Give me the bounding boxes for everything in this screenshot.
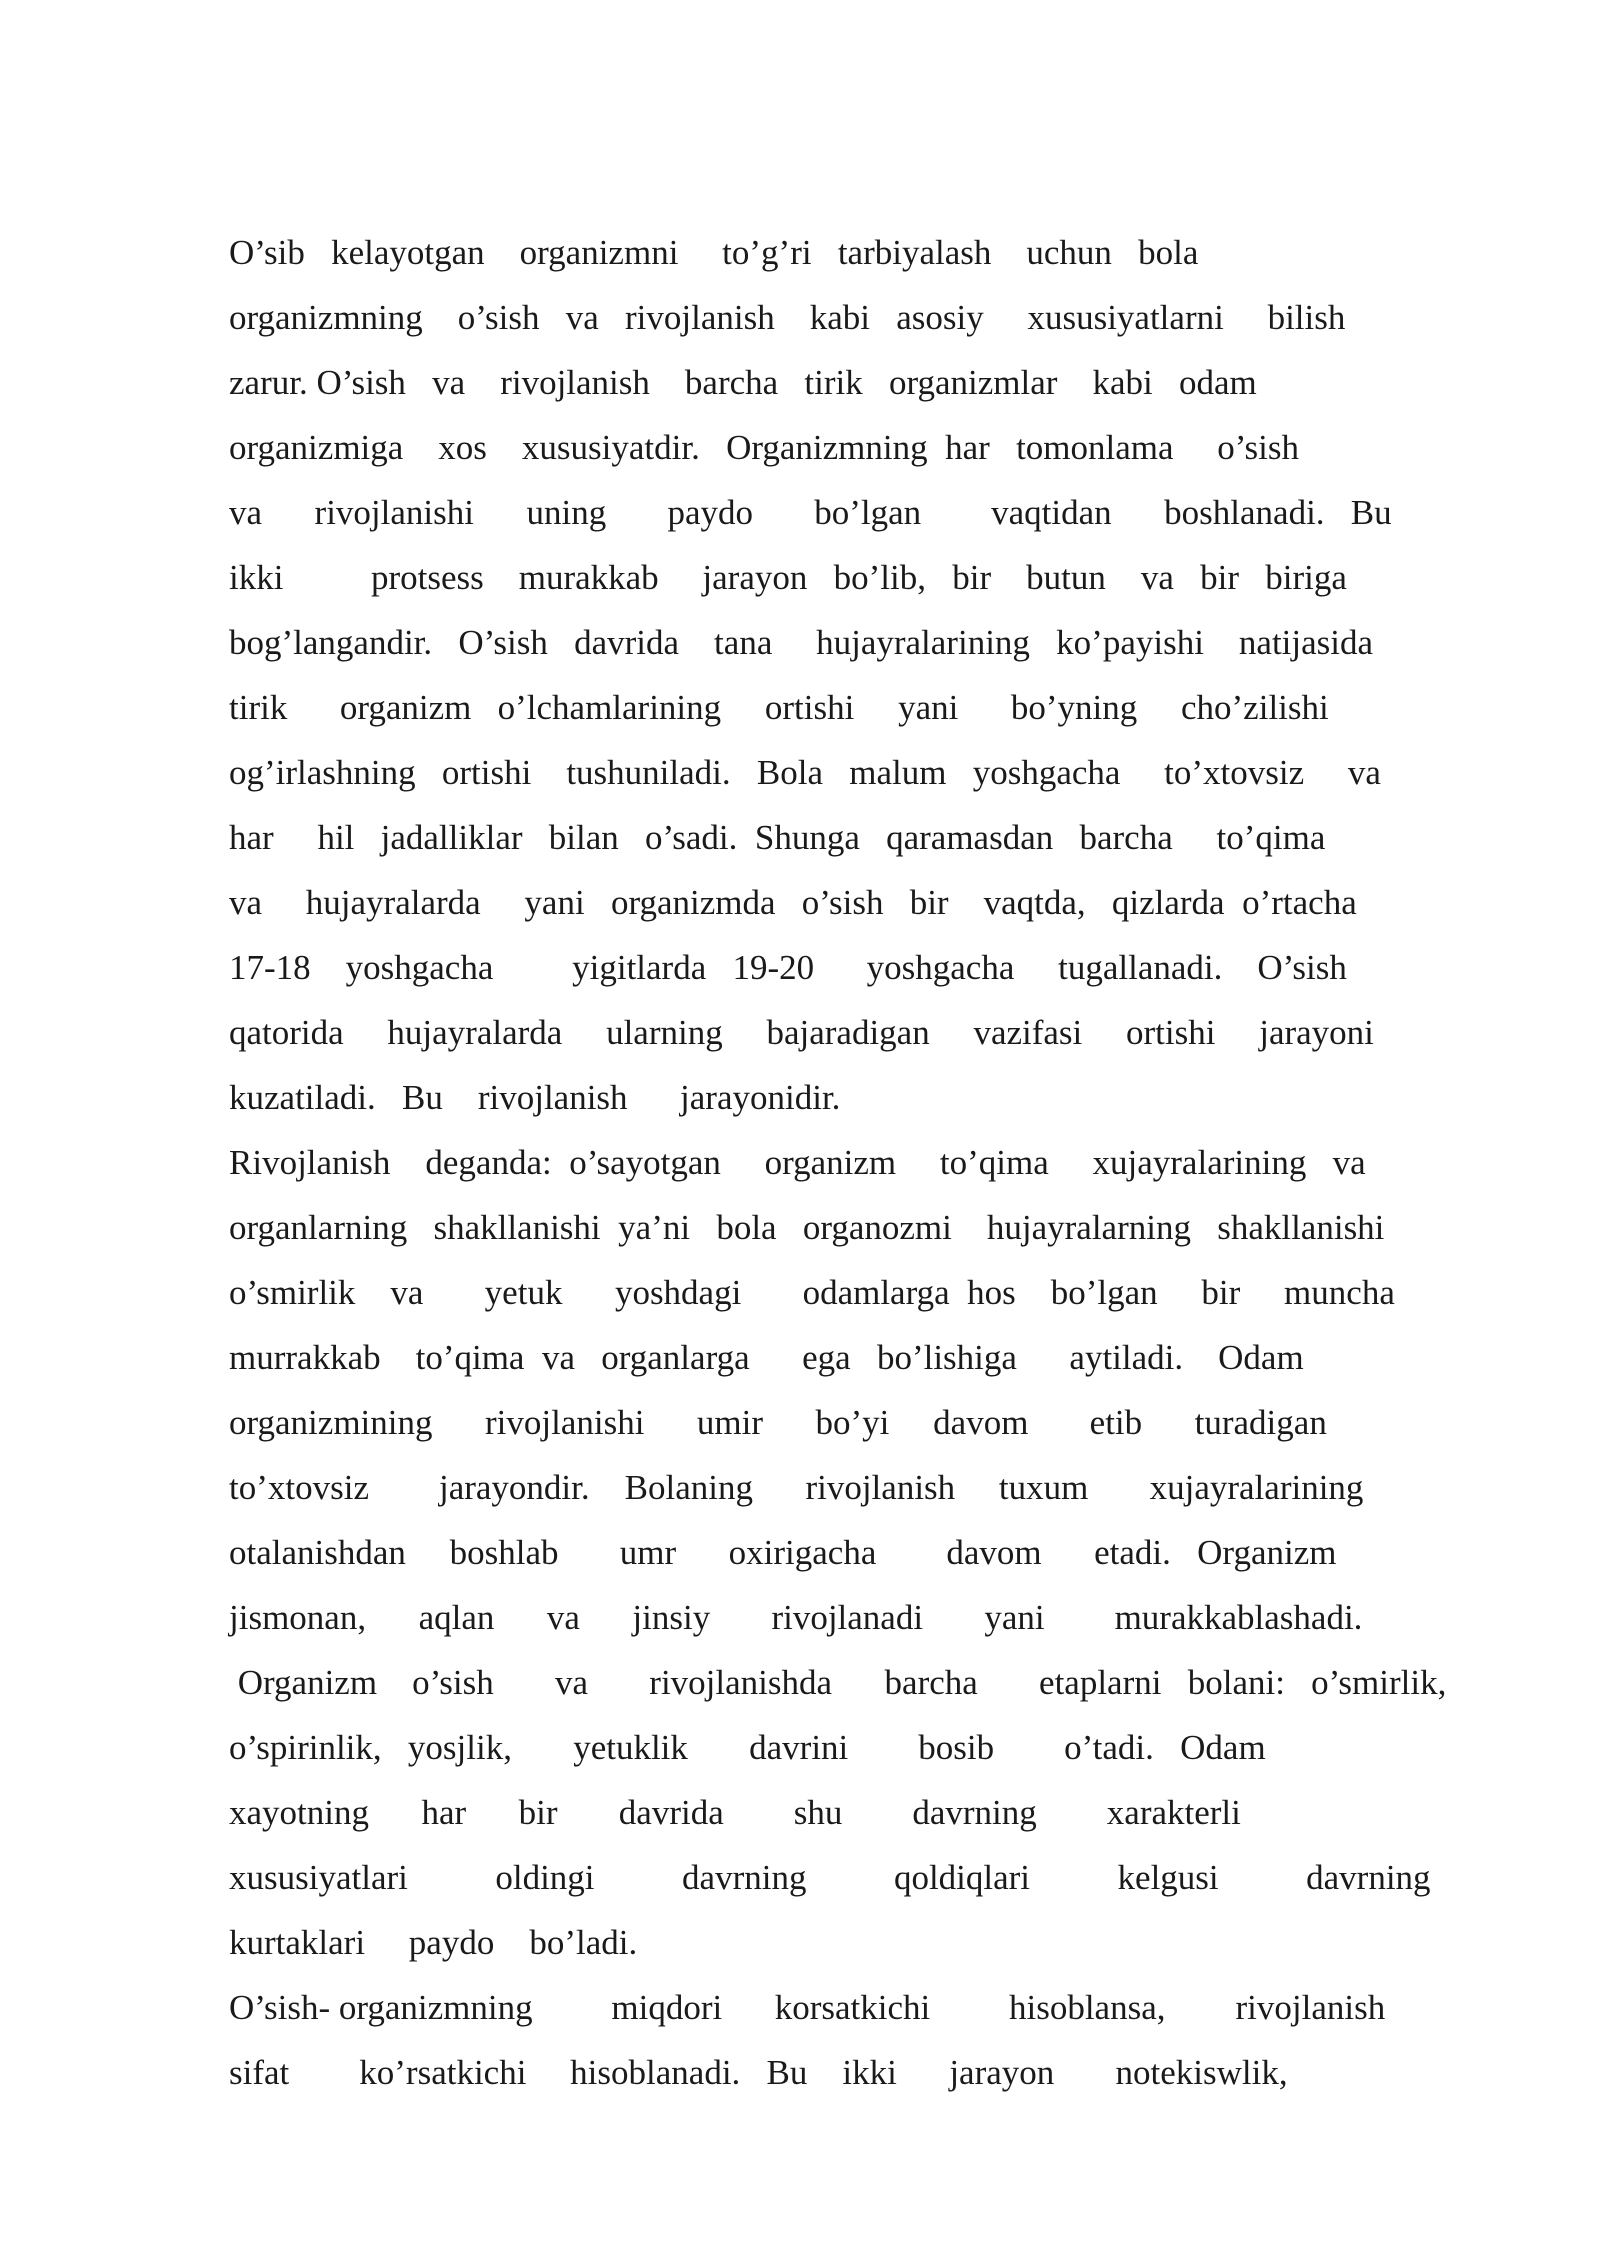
- text-line-11: va hujayralarda yani organizmda o’sish bir vaqtda, qizlarda o’rtacha: [229, 883, 1357, 922]
- text-line-2: organizmning o’sish va rivojlanish kabi asosiy xususiyatlarni bilish: [229, 298, 1346, 337]
- text-line-21: otalanishdan boshlab umr oxirigacha davom etadi. Organizm: [229, 1533, 1337, 1572]
- text-line-19: organizmining rivojlanishi umir bo’yi davom etib turadigan: [229, 1403, 1327, 1442]
- text-line-4: organizmiga xos xususiyatdir. Organizmning har tomonlama o’sish: [229, 428, 1299, 467]
- text-line-17: o’smirlik va yetuk yoshdagi odamlarga hos bo’lgan bir muncha: [229, 1273, 1395, 1312]
- text-line-29: sifat ko’rsatkichi hisoblanadi. Bu ikki jarayon notekiswlik,: [229, 2053, 1288, 2092]
- text-line-8: tirik organizm o’lchamlarining ortishi yani bo’yning cho’zilishi: [229, 688, 1329, 727]
- text-line-14: kuzatiladi. Bu rivojlanish jarayonidir.: [229, 1078, 841, 1117]
- text-line-25: xayotning har bir davrida shu davrning xarakterli: [229, 1793, 1241, 1832]
- text-line-22: jismonan, aqlan va jinsiy rivojlanadi yani murakkablashadi.: [229, 1598, 1363, 1637]
- text-line-5: va rivojlanishi uning paydo bo’lgan vaqtidan boshlanadi. Bu: [229, 493, 1392, 532]
- text-line-15: Rivojlanish deganda: o’sayotgan organizm to’qima xujayralarining va: [229, 1143, 1366, 1182]
- text-line-6: ikki protsess murakkab jarayon bo’lib, bir butun va bir biriga: [229, 558, 1347, 597]
- text-line-24: o’spirinlik, yosjlik, yetuklik davrini bosib o’tadi. Odam: [229, 1728, 1266, 1767]
- text-line-23: Organizm o’sish va rivojlanishda barcha etaplarni bolani: o’smirlik,: [229, 1663, 1447, 1702]
- text-line-7: bog’langandir. O’sish davrida tana hujayralarining ko’payishi natijasida: [229, 623, 1374, 662]
- text-line-16: organlarning shakllanishi ya’ni bola organozmi hujayralarning shakllanishi: [229, 1208, 1385, 1247]
- text-line-3: zarur. O’sish va rivojlanish barcha tirik organizmlar kabi odam: [229, 363, 1257, 402]
- document-text: [229, 228, 1529, 2113]
- text-line-9: og’irlashning ortishi tushuniladi. Bola malum yoshgacha to’xtovsiz va: [229, 753, 1381, 792]
- text-line-28: O’sish- organizmning miqdori korsatkichi hisoblansa, rivojlanish: [229, 1988, 1386, 2027]
- text-line-26: xususiyatlari oldingi davrning qoldiqlari kelgusi davrning: [229, 1858, 1431, 1897]
- text-line-27: kurtaklari paydo bo’ladi.: [229, 1923, 638, 1962]
- text-line-13: qatorida hujayralarda ularning bajaradigan vazifasi ortishi jarayoni: [229, 1013, 1374, 1052]
- text-line-20: to’xtovsiz jarayondir. Bolaning rivojlanish tuxum xujayralarining: [229, 1468, 1364, 1507]
- text-line-12: 17-18 yoshgacha yigitlarda 19-20 yoshgacha tugallanadi. O’sish: [229, 948, 1347, 987]
- text-line-18: murrakkab to’qima va organlarga ega bo’lishiga aytiladi. Odam: [229, 1338, 1304, 1377]
- text-line-1: O’sib kelayotgan organizmni to’g’ri tarbiyalash uchun bola: [229, 233, 1199, 272]
- text-line-10: har hil jadalliklar bilan o’sadi. Shunga qaramasdan barcha to’qima: [229, 818, 1326, 857]
